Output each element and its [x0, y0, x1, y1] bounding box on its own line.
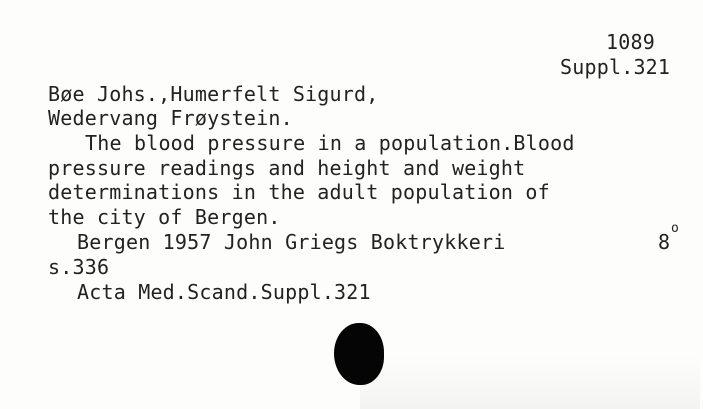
series: Acta Med.Scand.Suppl.321 — [77, 280, 371, 304]
supplement-reference: Suppl.321 — [560, 55, 671, 79]
authors-line-1: Bøe Johs.,Humerfelt Sigurd, — [48, 82, 379, 106]
title-line-2: pressure readings and height and weight — [48, 156, 526, 180]
format-superscript: o — [671, 221, 679, 236]
title-line-3: determinations in the adult population of — [48, 180, 550, 204]
show-through-shading — [360, 355, 700, 409]
format: 8 — [658, 230, 671, 254]
authors-line-2: Wedervang Frøystein. — [48, 106, 293, 130]
call-number: 1089 — [606, 30, 655, 54]
title-line-1: The blood pressure in a population.Blood — [85, 131, 575, 155]
imprint: Bergen 1957 John Griegs Boktrykkeri — [77, 230, 506, 254]
title-line-4: the city of Bergen. — [48, 205, 281, 229]
pages: s.336 — [48, 255, 110, 279]
punch-hole — [334, 323, 384, 385]
